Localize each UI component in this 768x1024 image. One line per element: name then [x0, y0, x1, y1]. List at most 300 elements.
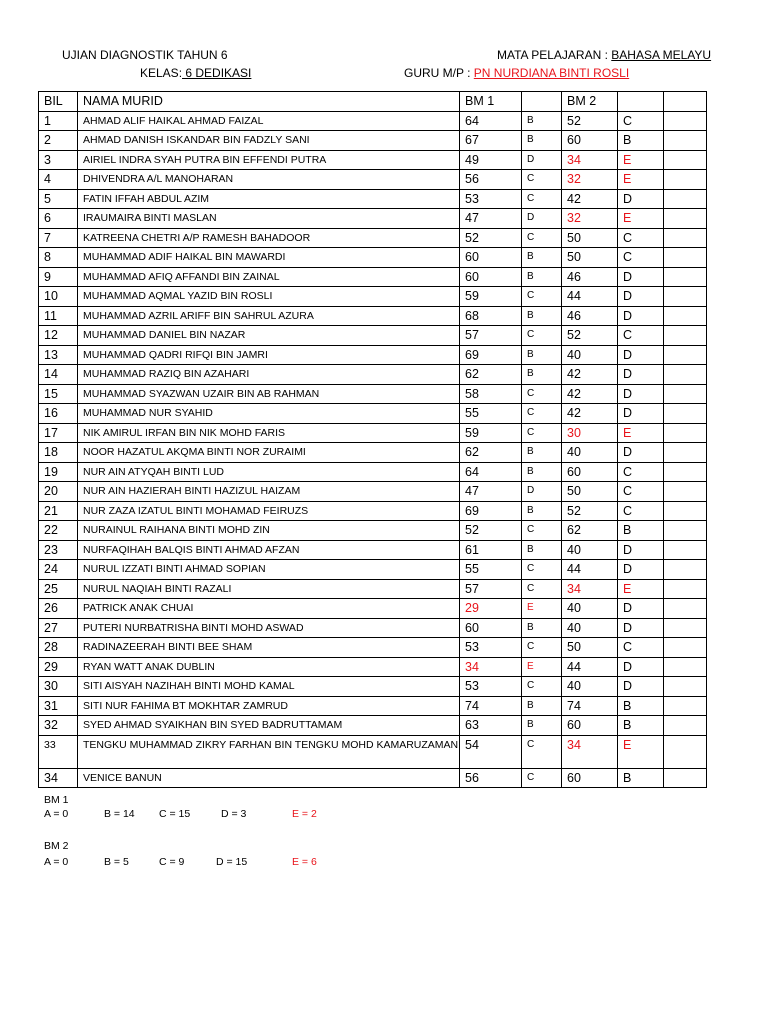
table-row	[39, 735, 707, 768]
bm2-grade: B	[618, 521, 664, 541]
row-number: 9	[39, 267, 78, 287]
bm1-grade: C	[522, 638, 562, 658]
bm2-grade: D	[618, 404, 664, 424]
bm2-grade: B	[618, 716, 664, 736]
bm2-score: 34	[562, 735, 618, 768]
bm2-score: 40	[562, 443, 618, 463]
bm2-score: 42	[562, 404, 618, 424]
exam-title: UJIAN DIAGNOSTIK TAHUN 6	[62, 48, 228, 62]
row-extra	[664, 638, 707, 658]
row-extra	[664, 267, 707, 287]
bm1-grade: D	[522, 482, 562, 502]
row-number: 5	[39, 189, 78, 209]
bm2-grade: C	[618, 462, 664, 482]
bm2-score: 40	[562, 677, 618, 697]
bm2-grade: E	[618, 170, 664, 190]
summary-bm1-b: B = 14	[104, 808, 135, 820]
header-name: NAMA MURID	[78, 92, 460, 112]
row-number: 16	[39, 404, 78, 424]
bm1-score: 53	[460, 677, 522, 697]
bm2-score: 50	[562, 228, 618, 248]
row-number: 2	[39, 131, 78, 151]
bm1-score: 58	[460, 384, 522, 404]
table-row	[39, 248, 707, 268]
bm1-score: 53	[460, 189, 522, 209]
bm1-grade: B	[522, 111, 562, 131]
bm2-grade: C	[618, 326, 664, 346]
bm2-score: 40	[562, 345, 618, 365]
bm1-score: 53	[460, 638, 522, 658]
bm1-grade: E	[522, 657, 562, 677]
bm2-grade: D	[618, 560, 664, 580]
bm2-grade: D	[618, 365, 664, 385]
row-number: 6	[39, 209, 78, 229]
bm2-grade: C	[618, 501, 664, 521]
bm2-score: 60	[562, 462, 618, 482]
bm2-grade: D	[618, 267, 664, 287]
bm2-score: 50	[562, 248, 618, 268]
student-name: NIK AMIRUL IRFAN BIN NIK MOHD FARIS	[78, 423, 460, 443]
student-name: DHIVENDRA A/L MANOHARAN	[78, 170, 460, 190]
bm2-grade: C	[618, 228, 664, 248]
row-extra	[664, 111, 707, 131]
bm1-grade: D	[522, 150, 562, 170]
bm1-score: 47	[460, 482, 522, 502]
row-extra	[664, 521, 707, 541]
bm2-score: 50	[562, 638, 618, 658]
bm2-score: 42	[562, 384, 618, 404]
student-name: AHMAD ALIF HAIKAL AHMAD FAIZAL	[78, 111, 460, 131]
bm1-grade: B	[522, 443, 562, 463]
table-row	[39, 423, 707, 443]
table-row	[39, 131, 707, 151]
bm1-score: 55	[460, 404, 522, 424]
student-name: TENGKU MUHAMMAD ZIKRY FARHAN BIN TENGKU MOHD KAMARUZAMAN	[78, 735, 460, 768]
table-row	[39, 443, 707, 463]
bm2-grade: B	[618, 696, 664, 716]
table-row	[39, 345, 707, 365]
table-row	[39, 111, 707, 131]
row-extra	[664, 326, 707, 346]
bm1-grade: B	[522, 696, 562, 716]
row-extra	[664, 618, 707, 638]
bm1-score: 69	[460, 345, 522, 365]
bm1-grade: B	[522, 540, 562, 560]
bm2-score: 52	[562, 501, 618, 521]
row-extra	[664, 189, 707, 209]
student-name: VENICE BANUN	[78, 768, 460, 788]
bm1-score: 55	[460, 560, 522, 580]
bm2-grade: C	[618, 482, 664, 502]
row-extra	[664, 657, 707, 677]
bm1-score: 59	[460, 287, 522, 307]
summary-bm2-title: BM 2	[44, 840, 69, 852]
table-row	[39, 657, 707, 677]
bm1-grade: C	[522, 423, 562, 443]
bm1-grade: D	[522, 209, 562, 229]
student-name: AIRIEL INDRA SYAH PUTRA BIN EFFENDI PUTRA	[78, 150, 460, 170]
header-bm2: BM 2	[562, 92, 618, 112]
row-extra	[664, 345, 707, 365]
row-number: 31	[39, 696, 78, 716]
table-row	[39, 599, 707, 619]
summary-bm2-c: C = 9	[159, 856, 185, 868]
row-extra	[664, 677, 707, 697]
bm2-score: 32	[562, 170, 618, 190]
student-name: NUR AIN HAZIERAH BINTI HAZIZUL HAIZAM	[78, 482, 460, 502]
student-name: FATIN IFFAH ABDUL AZIM	[78, 189, 460, 209]
table-row	[39, 560, 707, 580]
row-number: 34	[39, 768, 78, 788]
bm2-score: 40	[562, 599, 618, 619]
row-extra	[664, 150, 707, 170]
bm1-score: 54	[460, 735, 522, 768]
row-extra	[664, 170, 707, 190]
bm1-score: 56	[460, 170, 522, 190]
table-row	[39, 521, 707, 541]
row-extra	[664, 306, 707, 326]
table-row	[39, 170, 707, 190]
bm2-score: 60	[562, 768, 618, 788]
bm1-score: 29	[460, 599, 522, 619]
bm1-score: 62	[460, 443, 522, 463]
table-row	[39, 716, 707, 736]
bm2-score: 44	[562, 657, 618, 677]
row-extra	[664, 384, 707, 404]
bm1-grade: C	[522, 384, 562, 404]
marks-table	[38, 91, 707, 788]
bm2-score: 44	[562, 287, 618, 307]
bm1-score: 60	[460, 618, 522, 638]
bm2-score: 30	[562, 423, 618, 443]
bm1-grade: E	[522, 599, 562, 619]
student-name: MUHAMMAD AFIQ AFFANDI BIN ZAINAL	[78, 267, 460, 287]
bm1-grade: C	[522, 677, 562, 697]
table-row	[39, 209, 707, 229]
row-number: 22	[39, 521, 78, 541]
table-header-row	[39, 92, 707, 112]
table-row	[39, 540, 707, 560]
bm1-grade: C	[522, 579, 562, 599]
teacher-value: PN NURDIANA BINTI ROSLI	[473, 66, 630, 80]
bm1-grade: C	[522, 521, 562, 541]
bm2-score: 52	[562, 326, 618, 346]
row-extra	[664, 248, 707, 268]
row-extra	[664, 599, 707, 619]
row-extra	[664, 365, 707, 385]
table-body	[39, 111, 707, 788]
bm1-score: 62	[460, 365, 522, 385]
table-row	[39, 287, 707, 307]
row-number: 33	[39, 735, 78, 768]
bm1-grade: B	[522, 618, 562, 638]
row-extra	[664, 482, 707, 502]
table-row	[39, 150, 707, 170]
header-bm1-grade	[522, 92, 562, 112]
row-extra	[664, 404, 707, 424]
bm2-grade: D	[618, 443, 664, 463]
table-row	[39, 482, 707, 502]
summary-bm1-title: BM 1	[44, 794, 69, 806]
student-name: RYAN WATT ANAK DUBLIN	[78, 657, 460, 677]
bm2-grade: D	[618, 287, 664, 307]
bm1-score: 52	[460, 228, 522, 248]
bm2-score: 42	[562, 189, 618, 209]
bm2-score: 42	[562, 365, 618, 385]
row-number: 30	[39, 677, 78, 697]
bm2-score: 44	[562, 560, 618, 580]
bm1-score: 64	[460, 111, 522, 131]
student-name: PATRICK ANAK CHUAI	[78, 599, 460, 619]
bm2-grade: D	[618, 677, 664, 697]
bm2-grade: E	[618, 150, 664, 170]
bm2-score: 40	[562, 618, 618, 638]
bm1-grade: B	[522, 248, 562, 268]
bm1-score: 69	[460, 501, 522, 521]
row-extra	[664, 579, 707, 599]
bm2-grade: D	[618, 384, 664, 404]
summary-bm2-b: B = 5	[104, 856, 129, 868]
bm2-grade: D	[618, 599, 664, 619]
bm1-score: 60	[460, 248, 522, 268]
row-extra	[664, 716, 707, 736]
bm1-grade: B	[522, 365, 562, 385]
row-extra	[664, 228, 707, 248]
table-row	[39, 462, 707, 482]
bm2-grade: C	[618, 638, 664, 658]
row-extra	[664, 287, 707, 307]
summary-bm1-a: A = 0	[44, 808, 69, 820]
table-row	[39, 696, 707, 716]
row-extra	[664, 768, 707, 788]
class-info	[140, 66, 251, 80]
table-row	[39, 677, 707, 697]
table-row	[39, 267, 707, 287]
bm1-score: 61	[460, 540, 522, 560]
teacher-info	[404, 66, 629, 80]
bm1-grade: C	[522, 735, 562, 768]
row-number: 29	[39, 657, 78, 677]
bm1-grade: B	[522, 131, 562, 151]
summary-bm1-d: D = 3	[221, 808, 247, 820]
student-name: MUHAMMAD RAZIQ BIN AZAHARI	[78, 365, 460, 385]
header-extra	[664, 92, 707, 112]
bm2-grade: C	[618, 248, 664, 268]
student-name: MUHAMMAD QADRI RIFQI BIN JAMRI	[78, 345, 460, 365]
bm1-grade: C	[522, 170, 562, 190]
row-number: 27	[39, 618, 78, 638]
row-extra	[664, 443, 707, 463]
bm1-grade: C	[522, 404, 562, 424]
student-name: MUHAMMAD DANIEL BIN NAZAR	[78, 326, 460, 346]
summary-bm2-a: A = 0	[44, 856, 69, 868]
bm2-grade: E	[618, 735, 664, 768]
student-name: IRAUMAIRA BINTI MASLAN	[78, 209, 460, 229]
bm2-score: 52	[562, 111, 618, 131]
row-number: 3	[39, 150, 78, 170]
row-number: 7	[39, 228, 78, 248]
bm1-score: 47	[460, 209, 522, 229]
student-name: NURUL IZZATI BINTI AHMAD SOPIAN	[78, 560, 460, 580]
student-name: NOOR HAZATUL AKQMA BINTI NOR ZURAIMI	[78, 443, 460, 463]
row-number: 18	[39, 443, 78, 463]
row-number: 8	[39, 248, 78, 268]
student-name: PUTERI NURBATRISHA BINTI MOHD ASWAD	[78, 618, 460, 638]
bm1-grade: C	[522, 228, 562, 248]
row-number: 26	[39, 599, 78, 619]
bm2-score: 62	[562, 521, 618, 541]
bm1-score: 63	[460, 716, 522, 736]
table-row	[39, 189, 707, 209]
bm2-score: 50	[562, 482, 618, 502]
bm1-score: 74	[460, 696, 522, 716]
student-name: KATREENA CHETRI A/P RAMESH BAHADOOR	[78, 228, 460, 248]
student-name: AHMAD DANISH ISKANDAR BIN FADZLY SANI	[78, 131, 460, 151]
row-extra	[664, 540, 707, 560]
bm2-score: 46	[562, 306, 618, 326]
bm1-score: 49	[460, 150, 522, 170]
bm2-grade: D	[618, 657, 664, 677]
class-value: 6 DEDIKASI	[182, 66, 252, 80]
student-name: NUR AIN ATYQAH BINTI LUD	[78, 462, 460, 482]
summary-bm1-c: C = 15	[159, 808, 191, 820]
row-number: 32	[39, 716, 78, 736]
bm1-grade: B	[522, 306, 562, 326]
subject-value: BAHASA MELAYU	[611, 48, 712, 62]
header-bm1: BM 1	[460, 92, 522, 112]
bm1-grade: B	[522, 501, 562, 521]
row-number: 1	[39, 111, 78, 131]
table-row	[39, 501, 707, 521]
row-extra	[664, 501, 707, 521]
table-row	[39, 768, 707, 788]
bm1-score: 59	[460, 423, 522, 443]
bm2-score: 60	[562, 716, 618, 736]
row-number: 15	[39, 384, 78, 404]
row-number: 28	[39, 638, 78, 658]
bm1-score: 57	[460, 326, 522, 346]
bm1-grade: C	[522, 326, 562, 346]
bm2-grade: D	[618, 540, 664, 560]
row-number: 25	[39, 579, 78, 599]
bm2-grade: D	[618, 306, 664, 326]
student-name: NURUL NAQIAH BINTI RAZALI	[78, 579, 460, 599]
bm1-score: 57	[460, 579, 522, 599]
table-row	[39, 228, 707, 248]
bm2-score: 34	[562, 579, 618, 599]
row-extra	[664, 423, 707, 443]
row-extra	[664, 462, 707, 482]
summary-bm2-d: D = 15	[216, 856, 248, 868]
bm1-grade: B	[522, 345, 562, 365]
bm2-grade: E	[618, 209, 664, 229]
bm2-grade: E	[618, 423, 664, 443]
table-row	[39, 618, 707, 638]
bm2-grade: B	[618, 768, 664, 788]
bm2-score: 46	[562, 267, 618, 287]
row-extra	[664, 735, 707, 768]
bm1-score: 67	[460, 131, 522, 151]
row-number: 17	[39, 423, 78, 443]
bm2-grade: C	[618, 111, 664, 131]
bm1-score: 68	[460, 306, 522, 326]
header-bil: BIL	[39, 92, 78, 112]
student-name: RADINAZEERAH BINTI BEE SHAM	[78, 638, 460, 658]
bm1-grade: B	[522, 267, 562, 287]
bm2-score: 74	[562, 696, 618, 716]
bm1-score: 34	[460, 657, 522, 677]
bm1-score: 64	[460, 462, 522, 482]
row-extra	[664, 209, 707, 229]
bm2-score: 34	[562, 150, 618, 170]
row-number: 11	[39, 306, 78, 326]
row-number: 14	[39, 365, 78, 385]
table-row	[39, 384, 707, 404]
bm2-score: 40	[562, 540, 618, 560]
bm2-grade: B	[618, 131, 664, 151]
student-name: MUHAMMAD SYAZWAN UZAIR BIN AB RAHMAN	[78, 384, 460, 404]
student-name: MUHAMMAD AQMAL YAZID BIN ROSLI	[78, 287, 460, 307]
table-row	[39, 638, 707, 658]
student-name: NURAINUL RAIHANA BINTI MOHD ZIN	[78, 521, 460, 541]
student-name: NURFAQIHAH BALQIS BINTI AHMAD AFZAN	[78, 540, 460, 560]
bm1-score: 60	[460, 267, 522, 287]
student-name: MUHAMMAD AZRIL ARIFF BIN SAHRUL AZURA	[78, 306, 460, 326]
table-row	[39, 404, 707, 424]
subject-info	[497, 48, 711, 62]
row-extra	[664, 696, 707, 716]
student-name: SYED AHMAD SYAIKHAN BIN SYED BADRUTTAMAM	[78, 716, 460, 736]
table-row	[39, 579, 707, 599]
student-name: MUHAMMAD ADIF HAIKAL BIN MAWARDI	[78, 248, 460, 268]
row-number: 23	[39, 540, 78, 560]
student-name: NUR ZAZA IZATUL BINTI MOHAMAD FEIRUZS	[78, 501, 460, 521]
bm1-grade: C	[522, 768, 562, 788]
bm2-score: 60	[562, 131, 618, 151]
bm2-grade: D	[618, 189, 664, 209]
student-name: MUHAMMAD NUR SYAHID	[78, 404, 460, 424]
bm2-grade: D	[618, 345, 664, 365]
bm1-grade: B	[522, 462, 562, 482]
table-row	[39, 326, 707, 346]
row-number: 10	[39, 287, 78, 307]
bm2-score: 32	[562, 209, 618, 229]
student-name: SITI NUR FAHIMA BT MOKHTAR ZAMRUD	[78, 696, 460, 716]
teacher-label: GURU M/P :	[404, 66, 471, 80]
bm1-grade: C	[522, 287, 562, 307]
summary-bm2-e: E = 6	[292, 856, 317, 868]
row-number: 19	[39, 462, 78, 482]
row-number: 21	[39, 501, 78, 521]
student-name: SITI AISYAH NAZIHAH BINTI MOHD KAMAL	[78, 677, 460, 697]
row-number: 24	[39, 560, 78, 580]
row-number: 13	[39, 345, 78, 365]
bm1-grade: C	[522, 560, 562, 580]
bm2-grade: D	[618, 618, 664, 638]
row-extra	[664, 131, 707, 151]
subject-label: MATA PELAJARAN :	[497, 48, 608, 62]
row-number: 20	[39, 482, 78, 502]
header-bm2-grade	[618, 92, 664, 112]
row-number: 4	[39, 170, 78, 190]
class-label: KELAS:	[140, 66, 183, 80]
summary-bm1-e: E = 2	[292, 808, 317, 820]
bm1-grade: C	[522, 189, 562, 209]
table-row	[39, 365, 707, 385]
bm1-grade: B	[522, 716, 562, 736]
row-number: 12	[39, 326, 78, 346]
table-row	[39, 306, 707, 326]
